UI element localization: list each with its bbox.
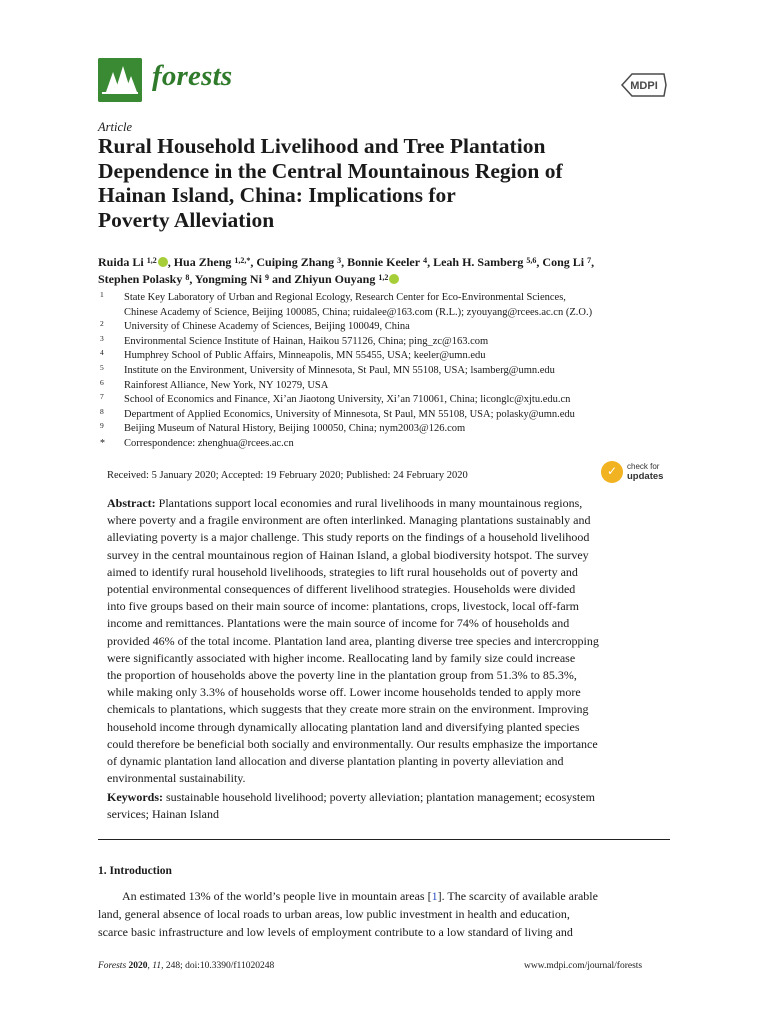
abstract-line: potential environmental consequences of different livelihood strategies. Households were divided bbox=[107, 582, 576, 597]
abstract-label: Abstract: bbox=[107, 496, 156, 510]
abstract-line: the proportion of households above the poverty line in the plantation group from 51.3% to 85.3%, bbox=[107, 668, 577, 683]
author-affiliation: 9 bbox=[264, 273, 269, 282]
abstract bbox=[107, 495, 670, 787]
title-line: Poverty Alleviation bbox=[98, 207, 275, 232]
footer-url[interactable]: www.mdpi.com/journal/forests bbox=[524, 961, 643, 971]
keywords-label: Keywords: bbox=[107, 790, 163, 804]
author-line: Stephen Polasky $^8$, Yongming Ni $^9$ and Zhiyun Ouyang $^{1,2}$ bbox=[98, 271, 688, 288]
abstract-line: while making only 3.3% of households worse off. Lower income households tended to apply more bbox=[107, 685, 581, 700]
abstract-line: alleviating poverty is a major challenge. This study reports on the findings of a household livelihood bbox=[107, 530, 590, 545]
orcid-icon[interactable] bbox=[389, 274, 399, 284]
publisher-name: MDPI bbox=[630, 80, 658, 92]
author-name: Ruida Li bbox=[98, 255, 144, 269]
section-heading: 1. Introduction bbox=[98, 865, 172, 877]
orcid-icon[interactable] bbox=[158, 257, 168, 267]
author-affiliation: 5,6 bbox=[526, 256, 537, 265]
author-line: Ruida Li $^{1,2}$ , Hua Zheng $^{1,2,*}$, Cuiping Zhang $^3$, Bonnie Keeler $^4$, Leah H. Samberg $^{5,6}$, Cong Li $^7$, bbox=[98, 255, 595, 269]
article-type: Article bbox=[98, 120, 133, 134]
author-affiliation: 1,2 bbox=[378, 273, 389, 282]
body-line: land, general absence of local roads to urban areas, low public investment in health and education, bbox=[98, 906, 570, 921]
article-title bbox=[98, 134, 678, 232]
abstract-line: environmental sustainability. bbox=[107, 771, 246, 786]
author-affiliation: 1,2 bbox=[146, 256, 157, 265]
section-divider bbox=[98, 839, 670, 840]
journal-name: forests bbox=[152, 60, 233, 92]
footer-citation: Forests 2020, 11, 248; doi:10.3390/f11020248 bbox=[98, 961, 275, 971]
author-name: Cuiping Zhang bbox=[256, 255, 335, 269]
author-name: Hua Zheng bbox=[173, 255, 232, 269]
author-list bbox=[98, 254, 688, 288]
author-name: Leah H. Samberg bbox=[433, 255, 524, 269]
abstract-line: where poverty and a fragile environment are often interlinked. Managing plantations sustainably and bbox=[107, 513, 591, 528]
abstract-line: could therefore be beneficial both socially and environmentally. Our results emphasize the importance bbox=[107, 736, 598, 751]
abstract-line: household income through dynamically allocating plantation land and diversifying planted species bbox=[107, 719, 580, 734]
author-name: Yongming Ni bbox=[194, 272, 262, 286]
author-affiliation: 4 bbox=[423, 256, 428, 265]
introduction-text bbox=[98, 888, 670, 941]
body-line: An estimated 13% of the world’s people live in mountain areas [1]. The scarcity of available arable bbox=[122, 889, 598, 903]
author-name: Stephen Polasky bbox=[98, 272, 183, 286]
abstract-line: survey in the central mountainous region of Hainan Island, a global biodiversity hotspot. The survey bbox=[107, 547, 589, 562]
title-line: Hainan Island, China: Implications for bbox=[98, 183, 456, 207]
abstract-line: of dynamic plantation land allocation and diverse plantation planting in poverty alleviation and bbox=[107, 754, 564, 769]
check-updates-label: check for bbox=[627, 462, 660, 471]
author-affiliation: 3 bbox=[337, 256, 342, 265]
citation-link[interactable]: 1 bbox=[431, 889, 438, 903]
publisher-logo bbox=[620, 73, 668, 102]
check-for-updates-button[interactable] bbox=[601, 459, 673, 485]
body-line: scarce basic infrastructure and low levels of employment contribute to a low standard of living and bbox=[98, 924, 573, 939]
author-name: Cong Li bbox=[542, 255, 585, 269]
author-name: Bonnie Keeler bbox=[347, 255, 421, 269]
keywords-line: services; Hainan Island bbox=[107, 807, 219, 822]
author-affiliation: 7 bbox=[587, 256, 592, 265]
abstract-line: provided 46% of the total income. Plantation land area, planting diverse tree species and intercropping bbox=[107, 633, 599, 648]
title-line: Dependence in the Central Mountainous Region of bbox=[98, 158, 563, 183]
title-line: Rural Household Livelihood and Tree Plantation bbox=[98, 134, 546, 158]
abstract-line: Abstract: Plantations support local economies and rural livelihoods in many mountainous regions, bbox=[107, 496, 583, 510]
abstract-line: income and remittances. Plantations were the main source of income for 74% of households and bbox=[107, 616, 570, 631]
check-updates-icon: ✓ bbox=[601, 461, 623, 483]
abstract-line: into five groups based on their main source of income: plantations, crops, livestock, local off-farm bbox=[107, 599, 579, 614]
author-affiliation: 1,2,* bbox=[234, 256, 251, 265]
abstract-line: aimed to identify rural household livelihoods, strategies to lift rural households out of poverty and bbox=[107, 564, 578, 579]
journal-logo-icon bbox=[98, 58, 142, 102]
check-updates-label: updates bbox=[627, 471, 664, 482]
abstract-line: were significantly associated with higher income. Reallocating land by family size could increase bbox=[107, 650, 576, 665]
author-name: Zhiyun Ouyang bbox=[294, 272, 376, 286]
keywords-line: Keywords: sustainable household livelihood; poverty alleviation; plantation management; ecosystem bbox=[107, 790, 595, 804]
author-affiliation: 8 bbox=[185, 273, 190, 282]
keywords bbox=[107, 789, 670, 823]
publication-dates: Received: 5 January 2020; Accepted: 19 February 2020; Published: 24 February 2020 bbox=[107, 470, 468, 481]
abstract-line: chemicals to plantations, which suggests that they create more strain on the environment. Improving bbox=[107, 702, 589, 717]
